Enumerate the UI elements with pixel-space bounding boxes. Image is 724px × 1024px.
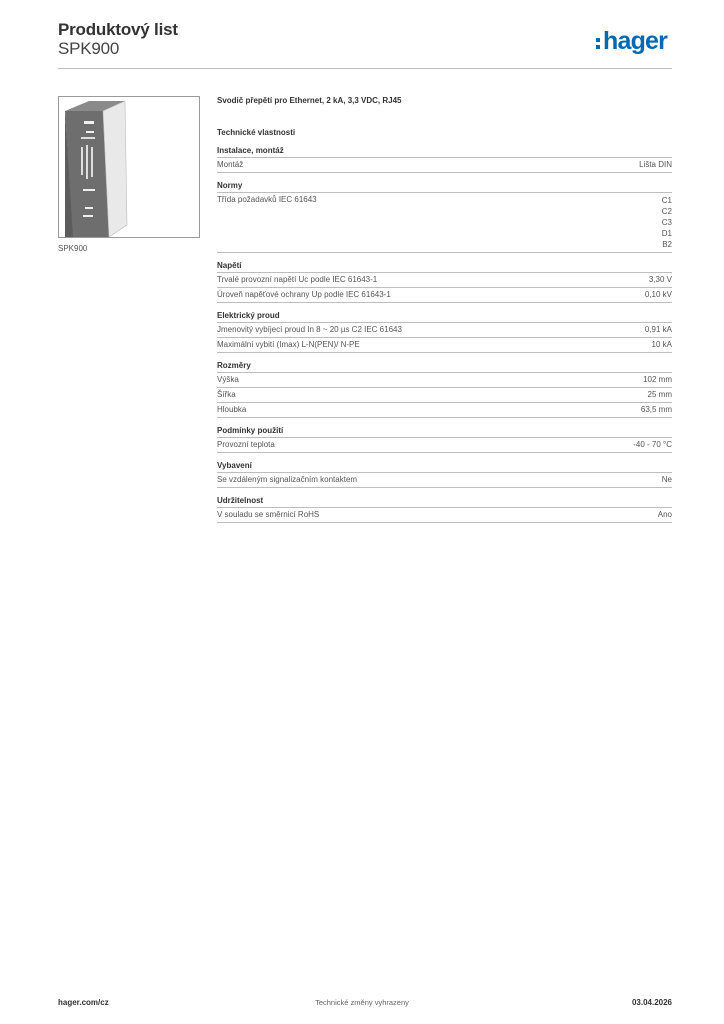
spec-row xyxy=(217,273,672,288)
section-standards xyxy=(217,181,672,253)
spec-label: Třída požadavků IEC 61643 xyxy=(217,195,317,204)
spec-value: 63,5 mm xyxy=(640,405,672,414)
section-title: Instalace, montáž xyxy=(217,146,672,158)
spec-value: 10 kA xyxy=(651,340,672,349)
spec-row xyxy=(217,473,672,488)
hager-logo xyxy=(594,26,667,56)
tech-properties-title: Technické vlastnosti xyxy=(217,128,296,137)
spec-value: C1 xyxy=(661,196,672,205)
spec-value: B2 xyxy=(662,240,672,249)
section-voltage xyxy=(217,261,672,303)
section-title: Podmínky použití xyxy=(217,426,672,438)
section-title: Udržitelnost xyxy=(217,496,672,508)
product-image xyxy=(58,96,200,238)
spec-row xyxy=(217,438,672,453)
spec-label: Provozní teplota xyxy=(217,440,275,449)
header-divider xyxy=(58,68,672,69)
spec-value: Ne xyxy=(661,475,672,484)
spec-label: Maximální vybití (Imax) L-N(PEN)/ N-PE xyxy=(217,340,360,349)
section-title: Elektrický proud xyxy=(217,311,672,323)
footer-website-link[interactable]: hager.com/cz xyxy=(58,998,109,1007)
spec-row xyxy=(217,158,672,173)
section-title: Napětí xyxy=(217,261,672,273)
document-title: Produktový list xyxy=(58,20,178,39)
spec-value-list xyxy=(662,195,672,250)
spec-value: 25 mm xyxy=(647,390,672,399)
spec-label: Jmenovitý vybíjecí proud In 8 ~ 20 µs C2 IEC 61643 xyxy=(217,325,402,334)
spec-label: Výška xyxy=(217,375,239,384)
spec-label: Šířka xyxy=(217,390,236,399)
spec-value: D1 xyxy=(661,229,672,238)
spec-value: -40 - 70 °C xyxy=(633,440,672,449)
section-operating-conditions xyxy=(217,426,672,453)
spec-value: 0,10 kV xyxy=(644,290,672,299)
spec-row xyxy=(217,323,672,338)
spec-value: 102 mm xyxy=(643,375,672,384)
spec-value: 0,91 kA xyxy=(644,325,672,334)
footer-date: 03.04.2026 xyxy=(631,998,672,1007)
spec-value: C3 xyxy=(661,218,672,227)
spec-label: Se vzdáleným signalizačním kontaktem xyxy=(217,475,358,484)
spec-row xyxy=(217,403,672,418)
footer-notice: Technické změny vyhrazeny xyxy=(315,998,409,1007)
product-description: Svodič přepětí pro Ethernet, 2 kA, 3,3 VDC, RJ45 xyxy=(217,96,402,105)
section-current xyxy=(217,311,672,353)
product-image-caption: SPK900 xyxy=(58,244,88,253)
section-installation xyxy=(217,146,672,173)
spec-value: C2 xyxy=(661,207,672,216)
spec-row xyxy=(217,338,672,353)
spec-row xyxy=(217,508,672,523)
spec-value: 3,30 V xyxy=(648,275,672,284)
spec-value: Lišta DIN xyxy=(639,160,672,169)
spec-row xyxy=(217,193,672,253)
surge-protector-device-icon xyxy=(59,97,199,237)
spec-row xyxy=(217,388,672,403)
spec-label: Trvalé provozní napětí Uc podle IEC 61643-1 xyxy=(217,275,378,284)
section-equipment xyxy=(217,461,672,488)
spec-label: Úroveň napěťové ochrany Up podle IEC 61643-1 xyxy=(217,290,391,299)
section-dimensions xyxy=(217,361,672,418)
spec-label: Montáž xyxy=(217,160,244,169)
section-title: Vybavení xyxy=(217,461,672,473)
spec-row xyxy=(217,288,672,303)
section-title: Normy xyxy=(217,181,672,193)
document-subtitle: SPK900 xyxy=(58,39,120,58)
spec-label: Hloubka xyxy=(217,405,247,414)
section-sustainability xyxy=(217,496,672,523)
logo-colon-icon xyxy=(594,31,602,55)
section-title: Rozměry xyxy=(217,361,672,373)
spec-label: V souladu se směrnicí RoHS xyxy=(217,510,320,519)
logo-text: hager xyxy=(603,27,668,55)
spec-value: Ano xyxy=(657,510,672,519)
spec-panel xyxy=(217,96,672,523)
spec-row xyxy=(217,373,672,388)
